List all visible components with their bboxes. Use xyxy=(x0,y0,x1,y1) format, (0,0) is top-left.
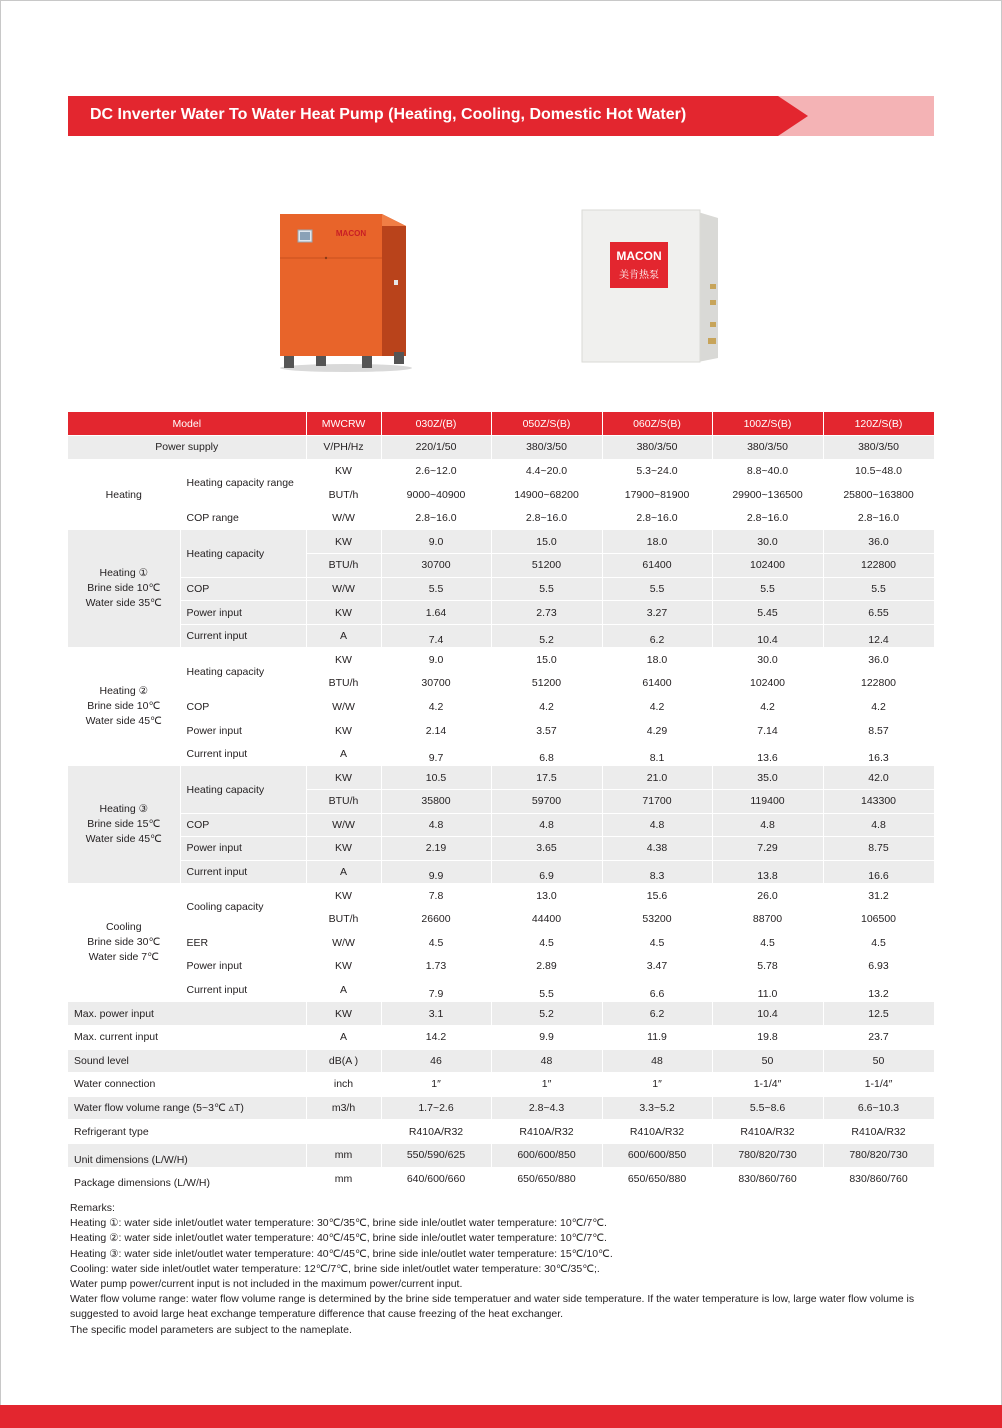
row-label: COP xyxy=(180,577,306,601)
cell-value: 11.9 xyxy=(602,1025,712,1049)
cell-value: 14900~68200 xyxy=(491,483,602,507)
cell-value: 5.45 xyxy=(712,601,823,625)
group-label-line: Heating ② xyxy=(99,685,149,698)
cell-value: 3.27 xyxy=(602,601,712,625)
cell-value: 36.0 xyxy=(823,648,934,672)
header-series: MWCRW xyxy=(306,412,381,436)
cell-value: 380/3/50 xyxy=(491,436,602,460)
cell-value: 9.9 xyxy=(381,860,491,884)
row-unit: A xyxy=(306,978,381,1002)
row-label: EER xyxy=(180,931,306,955)
cell-value: 1-1/4″ xyxy=(823,1073,934,1097)
cell-value: 9.0 xyxy=(381,648,491,672)
cell-value: 4.8 xyxy=(381,813,491,837)
remarks-title: Remarks: xyxy=(70,1202,115,1214)
group-label-line: Water side 45℃ xyxy=(85,715,162,728)
cell-value: 14.2 xyxy=(381,1025,491,1049)
cell-value: 6.6~10.3 xyxy=(823,1096,934,1120)
cell-value: 380/3/50 xyxy=(823,436,934,460)
product-2-logo-cn: 美肯热泵 xyxy=(619,270,659,281)
header-model-col: 050Z/S(B) xyxy=(491,412,602,436)
cell-value: 830/860/760 xyxy=(712,1167,823,1191)
cell-value: 25800~163800 xyxy=(823,483,934,507)
cell-value: 18.0 xyxy=(602,648,712,672)
table-row xyxy=(68,931,934,955)
cell-value: 2.8~16.0 xyxy=(602,506,712,530)
row-unit: KW xyxy=(306,530,381,554)
cell-value: 8.8~40.0 xyxy=(712,459,823,483)
cell-value: 4.29 xyxy=(602,719,712,743)
cell-value: 29900~136500 xyxy=(712,483,823,507)
product-2-logo: MACON xyxy=(616,249,662,263)
row-label: Power input xyxy=(180,955,306,979)
cell-value: 6.6 xyxy=(602,978,712,1002)
title-banner-arrow xyxy=(778,96,808,136)
cell-value: 102400 xyxy=(712,554,823,578)
cell-value: 88700 xyxy=(712,907,823,931)
row-unit: V/PH/Hz xyxy=(306,436,381,460)
cell-value: 830/860/760 xyxy=(823,1167,934,1191)
cell-value: 7.9 xyxy=(381,978,491,1002)
cell-value: 4.5 xyxy=(491,931,602,955)
row-unit: KW xyxy=(306,766,381,790)
row-label: Power supply xyxy=(68,436,306,460)
cell-value: 15.6 xyxy=(602,884,712,908)
cell-value: 1″ xyxy=(602,1073,712,1097)
table-row xyxy=(68,577,934,601)
footer-bar xyxy=(0,1405,1002,1428)
cell-value: 2.6~12.0 xyxy=(381,459,491,483)
table-row xyxy=(68,837,934,861)
cell-value: 4.2 xyxy=(823,695,934,719)
cell-value: 122800 xyxy=(823,554,934,578)
row-label: Heating capacity xyxy=(180,648,306,695)
row-unit: mm xyxy=(306,1143,381,1167)
product-1-logo: MACON xyxy=(335,229,367,238)
row-unit: inch xyxy=(306,1073,381,1097)
table-row xyxy=(68,978,934,1002)
table-row xyxy=(68,506,934,530)
cell-value: 7.8 xyxy=(381,884,491,908)
cell-value: 50 xyxy=(712,1049,823,1073)
cell-value: 4.4~20.0 xyxy=(491,459,602,483)
row-label: Current input xyxy=(180,978,306,1002)
row-unit: W/W xyxy=(306,813,381,837)
cell-value: 9.9 xyxy=(491,1025,602,1049)
product-image-white-unit xyxy=(580,208,720,364)
cell-value: 8.3 xyxy=(602,860,712,884)
cell-value: 23.7 xyxy=(823,1025,934,1049)
row-unit: KW xyxy=(306,837,381,861)
row-unit: A xyxy=(306,1025,381,1049)
group-label-line: Heating ③ xyxy=(99,803,149,816)
remarks-section xyxy=(70,1201,930,1338)
cell-value: 10.4 xyxy=(712,624,823,648)
table-row xyxy=(68,1073,934,1097)
table-row xyxy=(68,1002,934,1026)
cell-value: 2.8~16.0 xyxy=(823,506,934,530)
row-label: Cooling capacity xyxy=(180,884,306,931)
row-label: Max. current input xyxy=(68,1025,306,1049)
row-unit: BUT/h xyxy=(306,483,381,507)
cell-value: 48 xyxy=(602,1049,712,1073)
cell-value: 5.3~24.0 xyxy=(602,459,712,483)
group-label-line: Brine side 10℃ xyxy=(87,582,161,595)
group-label-line: Brine side 10℃ xyxy=(87,700,161,713)
table-row xyxy=(68,695,934,719)
cell-value: 2.19 xyxy=(381,837,491,861)
cell-value: 13.2 xyxy=(823,978,934,1002)
row-unit: BTU/h xyxy=(306,554,381,578)
cell-value: 5.5 xyxy=(381,577,491,601)
table-row xyxy=(68,766,934,790)
table-row xyxy=(68,1049,934,1073)
remark-line: Heating ①: water side inlet/outlet water temperature: 30℃/35℃, brine side inle/outlet water temperature: 10℃/7℃. xyxy=(70,1217,607,1230)
cell-value: 4.8 xyxy=(491,813,602,837)
cell-value: 380/3/50 xyxy=(602,436,712,460)
cell-value: 15.0 xyxy=(491,530,602,554)
remark-line: Cooling: water side inlet/outlet water temperature: 12℃/7℃, brine side inlet/outlet water temperature: 30℃/35℃;. xyxy=(70,1262,600,1275)
cell-value: 6.55 xyxy=(823,601,934,625)
cell-value: 6.8 xyxy=(491,742,602,766)
header-model-col: 030Z/(B) xyxy=(381,412,491,436)
row-label: Heating capacity xyxy=(180,766,306,813)
cell-value: R410A/R32 xyxy=(602,1120,712,1144)
group-label-line: Heating ① xyxy=(99,567,149,580)
cell-value: 600/600/850 xyxy=(491,1143,602,1167)
cell-value: 4.38 xyxy=(602,837,712,861)
table-row xyxy=(68,719,934,743)
cell-value: 106500 xyxy=(823,907,934,931)
group-label-heating: Heating xyxy=(68,459,180,530)
cell-value: 44400 xyxy=(491,907,602,931)
cell-value: 650/650/880 xyxy=(602,1167,712,1191)
row-unit: BUT/h xyxy=(306,907,381,931)
cell-value: 46 xyxy=(381,1049,491,1073)
remark-line: Water pump power/current input is not included in the maximum power/current input. xyxy=(70,1278,463,1291)
cell-value: 143300 xyxy=(823,790,934,814)
cell-value: 35.0 xyxy=(712,766,823,790)
header-model-col: 100Z/S(B) xyxy=(712,412,823,436)
cell-value: 2.8~16.0 xyxy=(381,506,491,530)
row-label: Water flow volume range (5~3℃ ▵T) xyxy=(68,1096,306,1120)
table-header-row xyxy=(68,412,934,436)
cell-value: 10.5 xyxy=(381,766,491,790)
row-label: Heating capacity range xyxy=(180,459,306,506)
cell-value: 220/1/50 xyxy=(381,436,491,460)
cell-value: 1.73 xyxy=(381,955,491,979)
cell-value: 30.0 xyxy=(712,648,823,672)
group-label-line: Cooling xyxy=(105,921,142,934)
cell-value: 3.3~5.2 xyxy=(602,1096,712,1120)
row-label: Heating capacity xyxy=(180,530,306,577)
cell-value: 19.8 xyxy=(712,1025,823,1049)
cell-value: 11.0 xyxy=(712,978,823,1002)
row-label: Sound level xyxy=(68,1049,306,1073)
cell-value: 4.2 xyxy=(381,695,491,719)
cell-value: 3.1 xyxy=(381,1002,491,1026)
cell-value: 640/600/660 xyxy=(381,1167,491,1191)
remark-line: The specific model parameters are subject to the nameplate. xyxy=(70,1323,352,1336)
header-model: Model xyxy=(68,412,306,436)
cell-value: 2.8~4.3 xyxy=(491,1096,602,1120)
cell-value: 102400 xyxy=(712,672,823,696)
table-row xyxy=(68,1025,934,1049)
cell-value: 650/650/880 xyxy=(491,1167,602,1191)
cell-value: 16.3 xyxy=(823,742,934,766)
group-label-heating-3 xyxy=(68,766,180,884)
cell-value: R410A/R32 xyxy=(381,1120,491,1144)
group-label-line: Water side 7℃ xyxy=(88,951,159,964)
table-row xyxy=(68,860,934,884)
cell-value: 21.0 xyxy=(602,766,712,790)
table-row xyxy=(68,1120,934,1144)
group-label-line: Brine side 15℃ xyxy=(87,818,161,831)
row-unit: mm xyxy=(306,1167,381,1191)
cell-value: 380/3/50 xyxy=(712,436,823,460)
cell-value: 7.4 xyxy=(381,624,491,648)
row-label: Power input xyxy=(180,601,306,625)
table-row xyxy=(68,459,934,483)
row-unit: A xyxy=(306,624,381,648)
cell-value: 119400 xyxy=(712,790,823,814)
cell-value: 53200 xyxy=(602,907,712,931)
row-label: Unit dimensions (L/W/H) xyxy=(68,1143,306,1167)
cell-value: 4.5 xyxy=(823,931,934,955)
row-label: COP range xyxy=(180,506,306,530)
cell-value: 2.14 xyxy=(381,719,491,743)
white-heat-pump-illustration xyxy=(580,208,720,364)
cell-value: 1″ xyxy=(381,1073,491,1097)
table-row xyxy=(68,813,934,837)
cell-value: 6.2 xyxy=(602,1002,712,1026)
cell-value: 1-1/4″ xyxy=(712,1073,823,1097)
group-label-line: Water side 35℃ xyxy=(85,597,162,610)
row-unit: m3/h xyxy=(306,1096,381,1120)
row-unit xyxy=(306,1120,381,1144)
cell-value: 31.2 xyxy=(823,884,934,908)
table-row xyxy=(68,601,934,625)
page-title: DC Inverter Water To Water Heat Pump (Heating, Cooling, Domestic Hot Water) xyxy=(90,106,687,123)
title-banner xyxy=(68,96,934,136)
cell-value: 5.5~8.6 xyxy=(712,1096,823,1120)
cell-value: 36.0 xyxy=(823,530,934,554)
row-unit: W/W xyxy=(306,931,381,955)
orange-heat-pump-illustration xyxy=(276,206,416,374)
row-unit: KW xyxy=(306,601,381,625)
cell-value: 3.47 xyxy=(602,955,712,979)
cell-value: 780/820/730 xyxy=(823,1143,934,1167)
cell-value: 30700 xyxy=(381,672,491,696)
spec-table xyxy=(68,412,935,1191)
cell-value: 5.5 xyxy=(602,577,712,601)
cell-value: 5.5 xyxy=(491,577,602,601)
cell-value: 26600 xyxy=(381,907,491,931)
row-unit: KW xyxy=(306,648,381,672)
cell-value: 8.1 xyxy=(602,742,712,766)
cell-value: 3.65 xyxy=(491,837,602,861)
row-label: Water connection xyxy=(68,1073,306,1097)
row-unit: KW xyxy=(306,1002,381,1026)
row-label: Current input xyxy=(180,860,306,884)
table-row xyxy=(68,1096,934,1120)
group-label-heating-1 xyxy=(68,530,180,648)
cell-value: 30.0 xyxy=(712,530,823,554)
cell-value: 4.5 xyxy=(602,931,712,955)
cell-value: 6.93 xyxy=(823,955,934,979)
row-unit: A xyxy=(306,742,381,766)
cell-value: 8.57 xyxy=(823,719,934,743)
product-image-orange-unit xyxy=(276,206,416,374)
cell-value: 5.78 xyxy=(712,955,823,979)
row-unit: A xyxy=(306,860,381,884)
cell-value: 51200 xyxy=(491,672,602,696)
cell-value: 1.7~2.6 xyxy=(381,1096,491,1120)
cell-value: 13.8 xyxy=(712,860,823,884)
row-unit: BTU/h xyxy=(306,672,381,696)
cell-value: 5.5 xyxy=(823,577,934,601)
cell-value: 16.6 xyxy=(823,860,934,884)
row-label: COP xyxy=(180,695,306,719)
cell-value: 61400 xyxy=(602,672,712,696)
table-row xyxy=(68,436,934,460)
group-label-heating-2 xyxy=(68,648,180,766)
table-row xyxy=(68,884,934,908)
cell-value: 59700 xyxy=(491,790,602,814)
cell-value: 4.2 xyxy=(491,695,602,719)
cell-value: R410A/R32 xyxy=(712,1120,823,1144)
cell-value: 4.8 xyxy=(823,813,934,837)
row-label: Max. power input xyxy=(68,1002,306,1026)
cell-value: 13.6 xyxy=(712,742,823,766)
table-row xyxy=(68,1167,934,1191)
cell-value: 5.5 xyxy=(712,577,823,601)
cell-value: 5.5 xyxy=(491,978,602,1002)
row-label: Current input xyxy=(180,624,306,648)
remark-line: Heating ③: water side inlet/outlet water temperature: 40℃/45℃, brine side inle/outlet water temperature: 15℃/10℃. xyxy=(70,1247,613,1260)
cell-value: 13.0 xyxy=(491,884,602,908)
cell-value: 2.73 xyxy=(491,601,602,625)
cell-value: 600/600/850 xyxy=(602,1143,712,1167)
cell-value: 61400 xyxy=(602,554,712,578)
table-row xyxy=(68,955,934,979)
row-unit: W/W xyxy=(306,506,381,530)
row-label: Current input xyxy=(180,742,306,766)
cell-value: 780/820/730 xyxy=(712,1143,823,1167)
header-model-col: 060Z/S(B) xyxy=(602,412,712,436)
remark-line: Water flow volume range: water flow volume range is determined by the brine side temperatuer and water side temperature. If the water temperature is low, large water flow volume is suggested to avoid large heat exchange temperature difference that cause freezing of the heat exchanger. xyxy=(70,1293,915,1321)
group-label-line: Brine side 30℃ xyxy=(87,936,161,949)
cell-value: 10.5~48.0 xyxy=(823,459,934,483)
cell-value: 12.5 xyxy=(823,1002,934,1026)
row-unit: KW xyxy=(306,459,381,483)
table-row xyxy=(68,742,934,766)
cell-value: 7.29 xyxy=(712,837,823,861)
cell-value: 9.0 xyxy=(381,530,491,554)
table-row xyxy=(68,624,934,648)
table-row xyxy=(68,530,934,554)
group-label-line: Water side 45℃ xyxy=(85,833,162,846)
row-label: Power input xyxy=(180,719,306,743)
row-unit: W/W xyxy=(306,695,381,719)
cell-value: 15.0 xyxy=(491,648,602,672)
row-label: COP xyxy=(180,813,306,837)
cell-value: 12.4 xyxy=(823,624,934,648)
row-unit: KW xyxy=(306,955,381,979)
remark-line: Heating ②: water side inlet/outlet water temperature: 40℃/45℃, brine side inle/outlet water temperature: 10℃/7℃. xyxy=(70,1232,607,1245)
cell-value: 550/590/625 xyxy=(381,1143,491,1167)
row-label: Refrigerant type xyxy=(68,1120,306,1144)
cell-value: 9000~40900 xyxy=(381,483,491,507)
cell-value: 8.75 xyxy=(823,837,934,861)
cell-value: 4.5 xyxy=(381,931,491,955)
row-unit: dB(A ) xyxy=(306,1049,381,1073)
cell-value: 2.89 xyxy=(491,955,602,979)
cell-value: 35800 xyxy=(381,790,491,814)
cell-value: 48 xyxy=(491,1049,602,1073)
cell-value: 122800 xyxy=(823,672,934,696)
cell-value: 4.2 xyxy=(712,695,823,719)
cell-value: 4.8 xyxy=(712,813,823,837)
cell-value: 71700 xyxy=(602,790,712,814)
cell-value: 1.64 xyxy=(381,601,491,625)
cell-value: 17900~81900 xyxy=(602,483,712,507)
cell-value: 3.57 xyxy=(491,719,602,743)
cell-value: 5.2 xyxy=(491,624,602,648)
row-unit: W/W xyxy=(306,577,381,601)
cell-value: 26.0 xyxy=(712,884,823,908)
cell-value: 51200 xyxy=(491,554,602,578)
cell-value: 50 xyxy=(823,1049,934,1073)
cell-value: 4.8 xyxy=(602,813,712,837)
cell-value: 30700 xyxy=(381,554,491,578)
header-model-col: 120Z/S(B) xyxy=(823,412,934,436)
cell-value: 9.7 xyxy=(381,742,491,766)
cell-value: 17.5 xyxy=(491,766,602,790)
cell-value: 10.4 xyxy=(712,1002,823,1026)
cell-value: 2.8~16.0 xyxy=(712,506,823,530)
cell-value: 1″ xyxy=(491,1073,602,1097)
cell-value: 5.2 xyxy=(491,1002,602,1026)
cell-value: 42.0 xyxy=(823,766,934,790)
cell-value: R410A/R32 xyxy=(823,1120,934,1144)
cell-value: 7.14 xyxy=(712,719,823,743)
cell-value: 6.2 xyxy=(602,624,712,648)
cell-value: 4.2 xyxy=(602,695,712,719)
row-unit: KW xyxy=(306,719,381,743)
group-label-cooling xyxy=(68,884,180,1002)
cell-value: R410A/R32 xyxy=(491,1120,602,1144)
cell-value: 2.8~16.0 xyxy=(491,506,602,530)
table-row xyxy=(68,648,934,672)
row-unit: KW xyxy=(306,884,381,908)
row-label: Package dimensions (L/W/H) xyxy=(68,1167,306,1191)
table-row xyxy=(68,1143,934,1167)
row-label: Power input xyxy=(180,837,306,861)
cell-value: 4.5 xyxy=(712,931,823,955)
cell-value: 18.0 xyxy=(602,530,712,554)
cell-value: 6.9 xyxy=(491,860,602,884)
row-unit: BTU/h xyxy=(306,790,381,814)
